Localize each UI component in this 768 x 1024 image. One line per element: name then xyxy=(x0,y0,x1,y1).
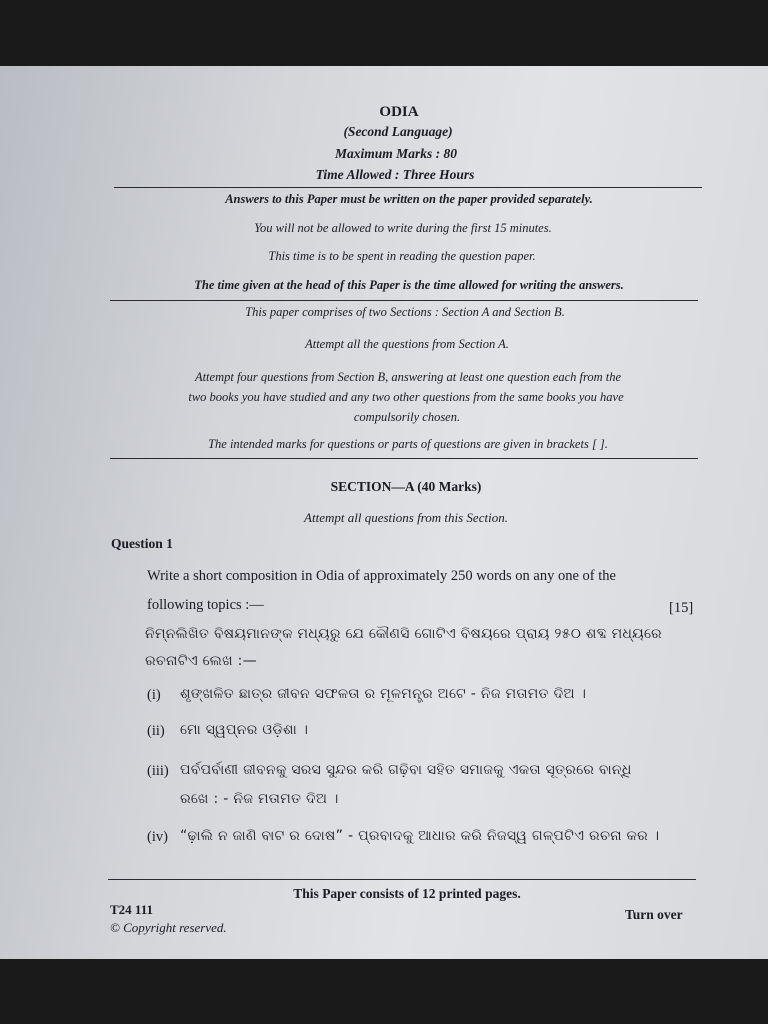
instruction-line: The time given at the head of this Paper is the time allowed for writing the answers. xyxy=(194,278,624,292)
question-prompt: Write a short composition in Odia of approximately 250 words on any one of the xyxy=(147,568,616,584)
question-prompt: following topics :— xyxy=(147,597,264,613)
sections-divider xyxy=(110,458,698,459)
option-text: ମୋ ସ୍ୱପ୍ନର ଓଡ଼ିଶା । xyxy=(180,722,309,738)
paper-subtitle: (Second Language) xyxy=(343,124,453,139)
section-a-note: Attempt all the questions from Section A. xyxy=(305,337,509,351)
odia-prompt: ନିମ୍ନଲିଖିତ ବିଷୟମାନଙ୍କ ମଧ୍ୟରୁ ଯେ କୌଣସି ଗୋଟିଏ ବିଷୟରେ ପ୍ରାୟ ୨୫୦ ଶବ୍ଦ ମଧ୍ୟରେ xyxy=(145,626,662,642)
section-b-note: Attempt four questions from Section B, answering at least one question each from the xyxy=(194,370,622,384)
pages-note: This Paper consists of 12 printed pages. xyxy=(293,886,521,901)
paper-code: T24 111 xyxy=(110,902,153,917)
section-a-heading: SECTION—A (40 Marks) xyxy=(330,479,482,494)
section-b-note: two books you have studied and any two other questions from the same books you have xyxy=(188,390,624,404)
option-text: ଶୃଙ୍ଖଳିତ ଛାତ୍ର ଜୀବନ ସଫଳତା ର ମୂଳମନ୍ତ୍ର ଅଟେ - ନିଜ ମତାମତ ଦିଅ । xyxy=(180,686,587,702)
option-number: (i) xyxy=(147,687,161,703)
time-allowed: Time Allowed : Three Hours xyxy=(315,167,475,182)
option-number: (ii) xyxy=(147,723,165,739)
copyright-note: © Copyright reserved. xyxy=(110,920,227,935)
question-label: Question 1 xyxy=(111,536,173,551)
footer-divider xyxy=(108,879,696,880)
maximum-marks: Maximum Marks : 80 xyxy=(335,146,457,161)
section-a-instruction: Attempt all questions from this Section. xyxy=(304,510,508,525)
instruction-line: Answers to this Paper must be written on the paper provided separately. xyxy=(225,192,593,206)
option-text: “ଢ଼ାଲି ନ ଜାଣି ବାଟ ର ଦୋଷ” - ପ୍ରବାଦକୁ ଆଧାର କରି ନିଜସ୍ୱ ଗଳ୍ପଟିଏ ରଚନା କର । xyxy=(180,828,660,844)
section-b-note: compulsorily chosen. xyxy=(353,410,461,424)
odia-prompt: ରଚନାଟିଏ ଲେଖ :— xyxy=(145,653,257,669)
question-marks: [15] xyxy=(669,600,694,616)
marks-note: The intended marks for questions or parts of questions are given in brackets [ ]. xyxy=(208,437,608,451)
instructions-divider xyxy=(110,300,698,301)
paper-title: ODIA xyxy=(379,104,419,120)
turn-over: Turn over xyxy=(625,907,683,922)
question-paper-page xyxy=(0,66,768,959)
sections-note: This paper comprises of two Sections : Section A and Section B. xyxy=(245,305,565,319)
option-text: ପର୍ବପର୍ବାଣୀ ଜୀବନକୁ ସରସ ସୁନ୍ଦର କରି ଗଢ଼ିବା ସହିତ ସମାଜକୁ ଏକତା ସୂତ୍ରରେ ବାନ୍ଧି xyxy=(180,762,632,778)
instruction-line: You will not be allowed to write during the first 15 minutes. xyxy=(254,221,552,235)
instruction-line: This time is to be spent in reading the question paper. xyxy=(268,249,536,263)
option-number: (iv) xyxy=(147,829,168,845)
option-number: (iii) xyxy=(147,763,169,779)
header-divider xyxy=(114,187,702,188)
option-text-continued: ରଖେ : - ନିଜ ମତାମତ ଦିଅ । xyxy=(180,791,339,807)
